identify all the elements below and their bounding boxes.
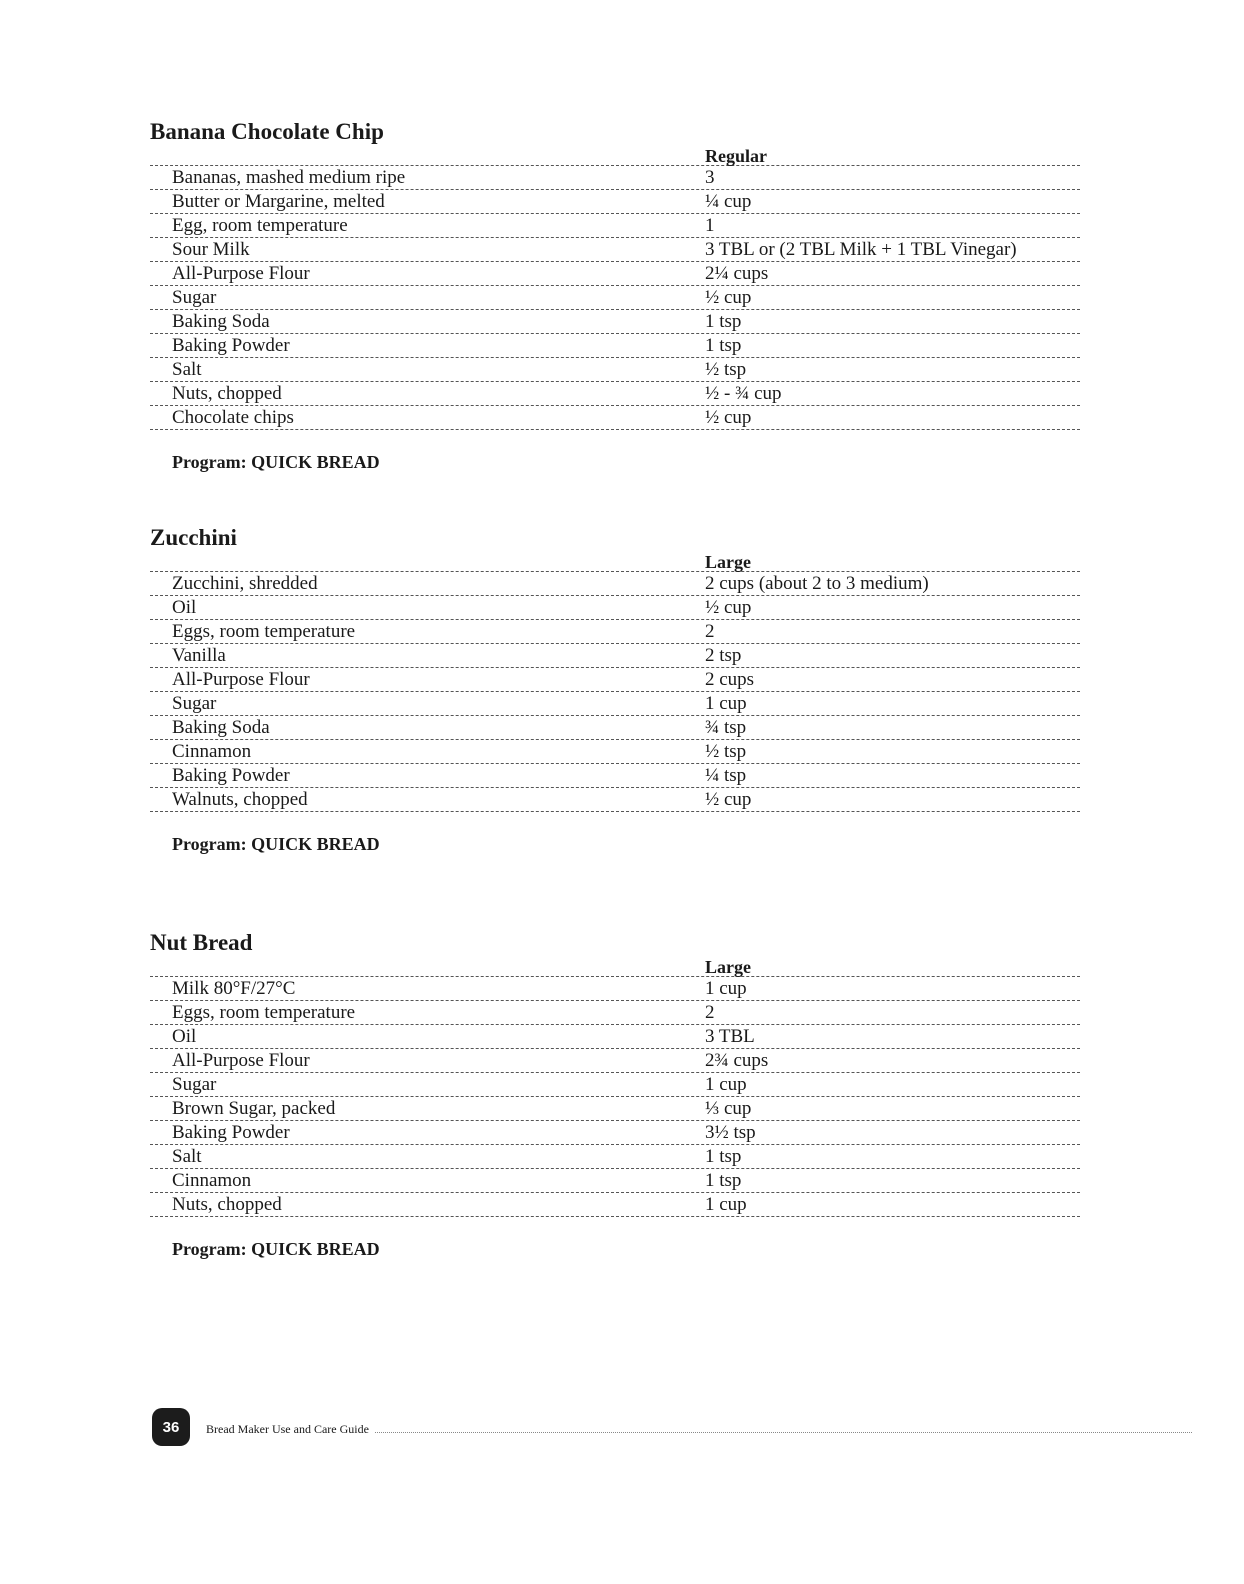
ingredient-amount: ½ cup [705, 597, 752, 618]
ingredient-name: Sugar [172, 287, 217, 308]
ingredient-amount: 1 [705, 215, 715, 236]
ingredient-name: Nuts, chopped [172, 383, 282, 404]
page-footer [152, 1408, 1192, 1446]
ingredient-amount: 3 TBL [705, 1026, 755, 1047]
ingredient-name: Eggs, room temperature [172, 1002, 356, 1023]
ingredient-row [150, 764, 1080, 788]
ingredient-row [150, 1049, 1080, 1073]
ingredient-amount: ½ tsp [705, 359, 747, 380]
ingredient-amount: 1 tsp [705, 311, 742, 332]
ingredient-row [150, 286, 1080, 310]
ingredient-amount: ½ cup [705, 407, 752, 428]
ingredient-row [150, 572, 1080, 596]
ingredient-name: Zucchini, shredded [172, 573, 318, 594]
ingredient-name: Salt [172, 1146, 202, 1167]
ingredient-row [150, 190, 1080, 214]
ingredient-row [150, 238, 1080, 262]
ingredient-name: Baking Soda [172, 717, 270, 738]
ingredient-name: Vanilla [172, 645, 226, 666]
ingredient-row [150, 382, 1080, 406]
recipe-title: Zucchini [150, 525, 237, 550]
column-header: Regular [705, 146, 767, 166]
ingredient-name: Chocolate chips [172, 407, 294, 428]
ingredient-row [150, 1193, 1080, 1217]
ingredient-amount: 2¾ cups [705, 1050, 769, 1071]
ingredient-name: Egg, room temperature [172, 215, 348, 236]
ingredient-amount: 2 cups (about 2 to 3 medium) [705, 573, 929, 594]
ingredient-row [150, 358, 1080, 382]
ingredient-name: Eggs, room temperature [172, 621, 356, 642]
ingredient-amount: 2¼ cups [705, 263, 769, 284]
ingredient-amount: 1 cup [705, 693, 747, 714]
footer-rule [375, 1432, 1192, 1433]
ingredient-name: Baking Powder [172, 1122, 290, 1143]
recipe-title: Banana Chocolate Chip [150, 119, 384, 144]
ingredient-amount: ¼ tsp [705, 765, 747, 786]
ingredient-name: All-Purpose Flour [172, 669, 310, 690]
ingredient-row [150, 740, 1080, 764]
ingredient-amount: ½ cup [705, 287, 752, 308]
ingredient-row [150, 788, 1080, 812]
ingredient-amount: 1 cup [705, 1194, 747, 1215]
ingredient-row [150, 1001, 1080, 1025]
ingredient-amount: 1 tsp [705, 335, 742, 356]
ingredient-amount: ½ - ¾ cup [705, 383, 782, 404]
ingredient-row [150, 644, 1080, 668]
ingredient-row [150, 668, 1080, 692]
ingredient-table [150, 165, 1080, 430]
ingredient-amount: 1 tsp [705, 1170, 742, 1191]
ingredient-name: Bananas, mashed medium ripe [172, 167, 406, 188]
program-label: Program: QUICK BREAD [172, 452, 380, 472]
ingredient-name: Oil [172, 597, 197, 618]
ingredient-amount: 3½ tsp [705, 1122, 756, 1143]
program-label: Program: QUICK BREAD [172, 1239, 380, 1259]
footer-title: Bread Maker Use and Care Guide [206, 1421, 369, 1436]
ingredient-row [150, 716, 1080, 740]
ingredient-row [150, 692, 1080, 716]
ingredient-row [150, 596, 1080, 620]
ingredient-name: Salt [172, 359, 202, 380]
ingredient-table [150, 571, 1080, 812]
ingredient-name: Oil [172, 1026, 197, 1047]
ingredient-row [150, 977, 1080, 1001]
ingredient-row [150, 620, 1080, 644]
ingredient-amount: 1 tsp [705, 1146, 742, 1167]
ingredient-amount: 3 TBL or (2 TBL Milk + 1 TBL Vinegar) [705, 239, 1017, 260]
ingredient-row [150, 1097, 1080, 1121]
ingredient-amount: 1 cup [705, 978, 747, 999]
ingredient-name: Sour Milk [172, 239, 250, 260]
recipe-zucchini [150, 525, 1080, 855]
ingredient-row [150, 166, 1080, 190]
ingredient-name: All-Purpose Flour [172, 263, 310, 284]
ingredient-row [150, 310, 1080, 334]
column-header: Large [705, 552, 751, 572]
ingredient-row [150, 334, 1080, 358]
program-label: Program: QUICK BREAD [172, 834, 380, 854]
ingredient-name: Baking Soda [172, 311, 270, 332]
ingredient-amount: 1 cup [705, 1074, 747, 1095]
recipe-title: Nut Bread [150, 930, 253, 955]
ingredient-name: Nuts, chopped [172, 1194, 282, 1215]
ingredient-amount: ½ tsp [705, 741, 747, 762]
ingredient-amount: ¾ tsp [705, 717, 747, 738]
ingredient-row [150, 1145, 1080, 1169]
ingredient-name: Butter or Margarine, melted [172, 191, 385, 212]
ingredient-row [150, 1073, 1080, 1097]
ingredient-name: Milk 80°F/27°C [172, 978, 296, 999]
ingredient-table [150, 976, 1080, 1217]
ingredient-name: Walnuts, chopped [172, 789, 308, 810]
ingredient-name: Baking Powder [172, 765, 290, 786]
ingredient-name: Cinnamon [172, 741, 252, 762]
ingredient-name: Sugar [172, 1074, 217, 1095]
ingredient-row [150, 406, 1080, 430]
ingredient-amount: 3 [705, 167, 715, 188]
ingredient-name: Brown Sugar, packed [172, 1098, 336, 1119]
ingredient-amount: ¼ cup [705, 191, 752, 212]
ingredient-amount: 2 [705, 621, 715, 642]
ingredient-name: Baking Powder [172, 335, 290, 356]
page-number-badge: 36 [152, 1408, 190, 1446]
ingredient-amount: 2 [705, 1002, 715, 1023]
ingredient-amount: ⅓ cup [705, 1098, 752, 1119]
ingredient-row [150, 214, 1080, 238]
ingredient-name: Sugar [172, 693, 217, 714]
ingredient-row [150, 262, 1080, 286]
recipe-banana-chocolate-chip [150, 119, 1080, 473]
ingredient-row [150, 1025, 1080, 1049]
column-header: Large [705, 957, 751, 977]
ingredient-amount: 2 cups [705, 669, 755, 690]
ingredient-amount: ½ cup [705, 789, 752, 810]
ingredient-row [150, 1169, 1080, 1193]
ingredient-amount: 2 tsp [705, 645, 742, 666]
ingredient-row [150, 1121, 1080, 1145]
recipe-nut-bread [150, 930, 1080, 1260]
ingredient-name: All-Purpose Flour [172, 1050, 310, 1071]
ingredient-name: Cinnamon [172, 1170, 252, 1191]
